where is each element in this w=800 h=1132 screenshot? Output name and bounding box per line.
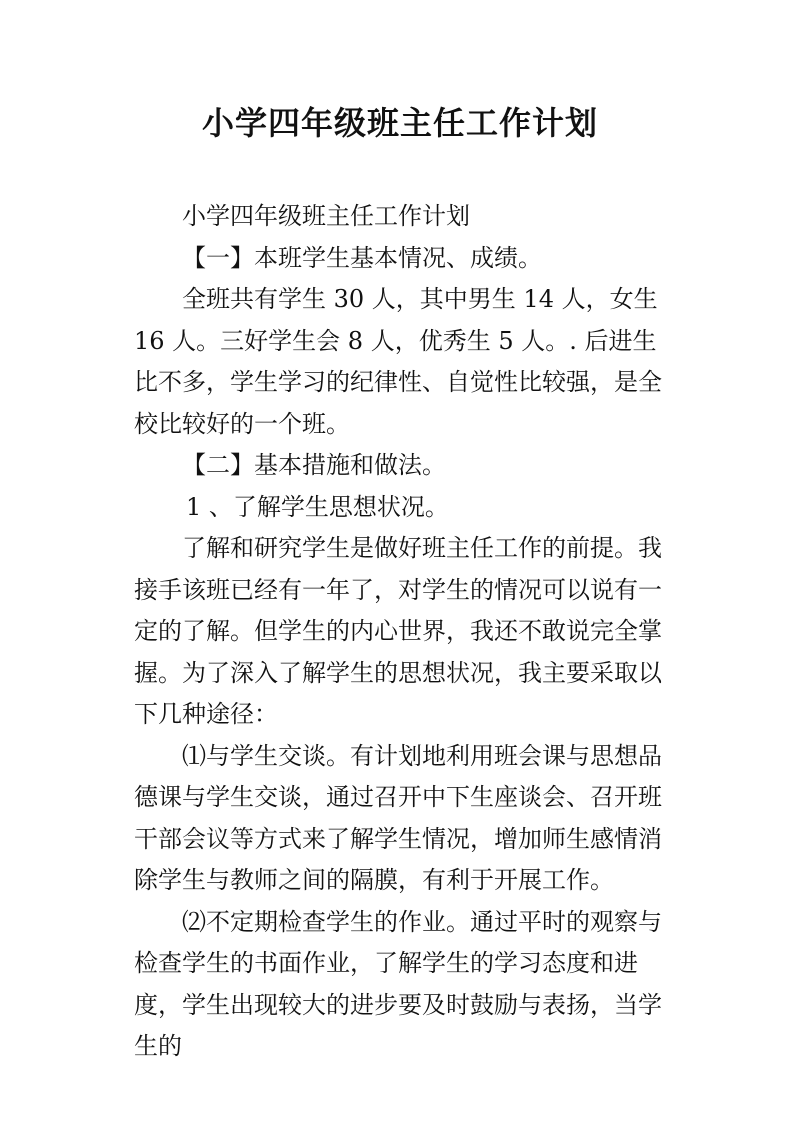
paragraph-section-1-heading: 【一】本班学生基本情况、成绩。 — [182, 243, 542, 272]
paragraph-subtitle: 小学四年级班主任工作计划 — [182, 202, 470, 230]
paragraph-section-2-heading: 【二】基本措施和做法。 — [182, 451, 446, 479]
paragraph-talk-with-students: ⑴与学生交谈。有计划地利用班会课与思想品德课与学生交谈，通过召开中下生座谈会、召开班干部会议等方式来了解学生情况，增加师生感情消除学生与教师之间的隔膜，有利于开展工作。 — [134, 741, 662, 894]
paragraph-understanding-students: 了解和研究学生是做好班主任工作的前提。我接手该班已经有一年了，对学生的情况可以说有一定的了解。但学生的内心世界，我还不敢说完全掌握。为了深入了解学生的思想状况，我主要采取以下几种途径： — [134, 534, 662, 728]
document-body — [134, 196, 674, 1068]
paragraph-check-homework: ⑵不定期检查学生的作业。通过平时的观察与检查学生的书面作业，了解学生的学习态度和进度，学生出现较大的进步要及时鼓励与表扬，当学生的 — [134, 907, 662, 1060]
paragraph-class-overview: 全班共有学生 30 人，其中男生 14 人，女生 16 人。三好学生会 8 人，优秀生 5 人。. 后进生比不多，学生学习的纪律性、自觉性比较强，是全校比较好的一个班。 — [134, 285, 662, 438]
paragraph-item-1-heading: 1 、了解学生思想状况。 — [186, 492, 449, 521]
document-title: 小学四年级班主任工作计划 — [201, 104, 598, 142]
